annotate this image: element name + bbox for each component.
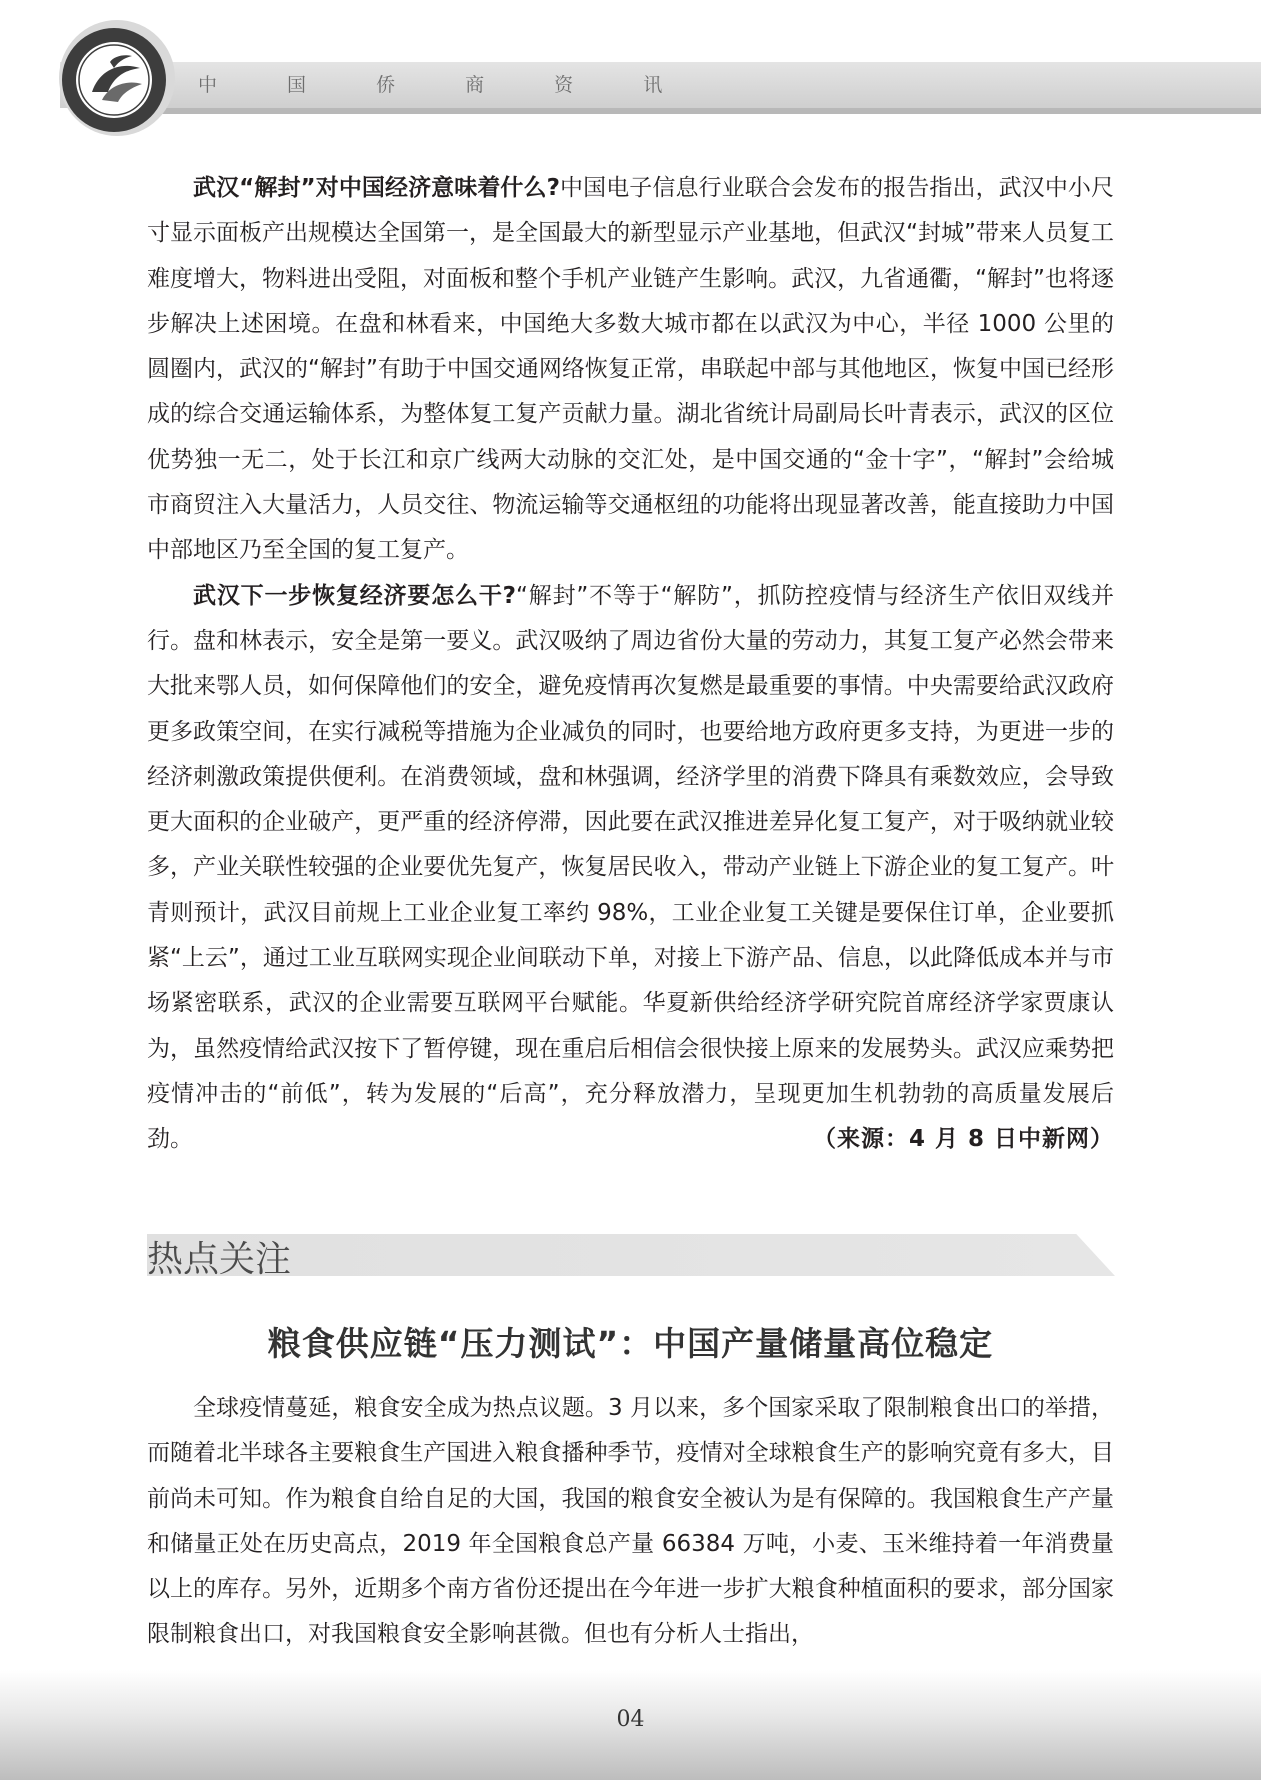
hot-topic-heading: 热点关注 xyxy=(147,1239,292,1280)
section2-text xyxy=(147,1386,1114,1658)
section1-p2-text: “解封”不等于“解防”，抓防控疫情与经济生产依旧双线并行。盘和林表示，安全是第一要义。武汉吸纳了周边省份大量的劳动力，其复工复产必然会带来大批来鄂人员，如何保障他们的安全，避免疫情再次复燃是最重要的事情。中央需要给武汉政府更多政策空间，在实行减税等措施为企业减负的同时，也要给地方政府更多支持，为更进一步的经济刺激政策提供便利。在消费领域，盘和林强调，经济学里的消费下降具有乘数效应，会导致更大面积的企业破产，更严重的经济停滞，因此要在武汉推进差异化复工复产，对于吸纳就业较多，产业关联性较强的企业要优先复产，恢复居民收入，带动产业链上下游企业的复工复产。叶青则预计，武汉目前规上工业企业复工率约 98%，工业企业复工关键是要保住订单，企业要抓紧“上云”，通过工业互联网实现企业间联动下单，对接上下游产品、信息，以此降低成本并与市场紧密联系，武汉的企业需要互联网平台赋能。华夏新供给经济学研究院首席经济学家贾康认为，虽然疫情给武汉按下了暂停键，现在重启后相信会很快接上原来的发展势头。武汉应乘势把疫情冲击的“前低”，转为发展的“后高”，充分释放潜力，呈现更加生机勃勃的高质量发展后劲。 xyxy=(147,582,1115,1153)
header-band-underline xyxy=(140,108,1261,114)
page-number: 04 xyxy=(616,1707,645,1732)
section1-p2-lead: 武汉下一步恢复经济要怎么干? xyxy=(193,582,517,609)
article-title: 粮食供应链“压力测试”：中国产量储量高位稳定 xyxy=(267,1324,994,1363)
section1-text xyxy=(147,166,1114,1163)
section1-paragraph1 xyxy=(147,166,1114,574)
federation-logo xyxy=(52,10,182,140)
source-note: （来源：4 月 8 日中新网） xyxy=(812,1126,1114,1153)
section1-paragraph2 xyxy=(147,574,1114,1163)
header-title: 中 国 侨 商 资 讯 xyxy=(198,74,695,96)
hot-topic-band xyxy=(147,1234,1115,1276)
section1-p1-lead: 武汉“解封”对中国经济意味着什么? xyxy=(193,175,560,201)
section2-paragraph1: 全球疫情蔓延，粮食安全成为热点议题。3 月以来，多个国家采取了限制粮食出口的举措，而随着北半球各主要粮食生产国进入粮食播种季节，疫情对全球粮食生产的影响究竟有多大，目前尚未可知。作为粮食自给自足的大国，我国的粮食安全被认为是有保障的。我国粮食生产产量和储量正处在历史高点，2019 年全国粮食总产量 66384 万吨，小麦、玉米维持着一年消费量以上的库存。另外，近期多个南方省份还提出在今年进一步扩大粮食种植面积的要求，部分国家限制粮食出口，对我国粮食安全影响甚微。但也有分析人士指出， xyxy=(147,1395,1114,1648)
section1-p1-text: 中国电子信息行业联合会发布的报告指出，武汉中小尺寸显示面板产出规模达全国第一，是全国最大的新型显示产业基地，但武汉“封城”带来人员复工难度增大，物料进出受阻，对面板和整个手机产业链产生影响。武汉，九省通衢，“解封”也将逐步解决上述困境。在盘和林看来，中国绝大多数大城市都在以武汉为中心，半径 1000 公里的圆圈内，武汉的“解封”有助于中国交通网络恢复正常，串联起中部与其他地区，恢复中国已经形成的综合交通运输体系，为整体复工复产贡献力量。湖北省统计局副局长叶青表示，武汉的区位优势独一无二，处于长江和京广线两大动脉的交汇处，是中国交通的“金十字”，“解封”会给城市商贸注入大量活力，人员交往、物流运输等交通枢纽的功能将出现显著改善，能直接助力中国中部地区乃至全国的复工复产。 xyxy=(147,175,1115,564)
